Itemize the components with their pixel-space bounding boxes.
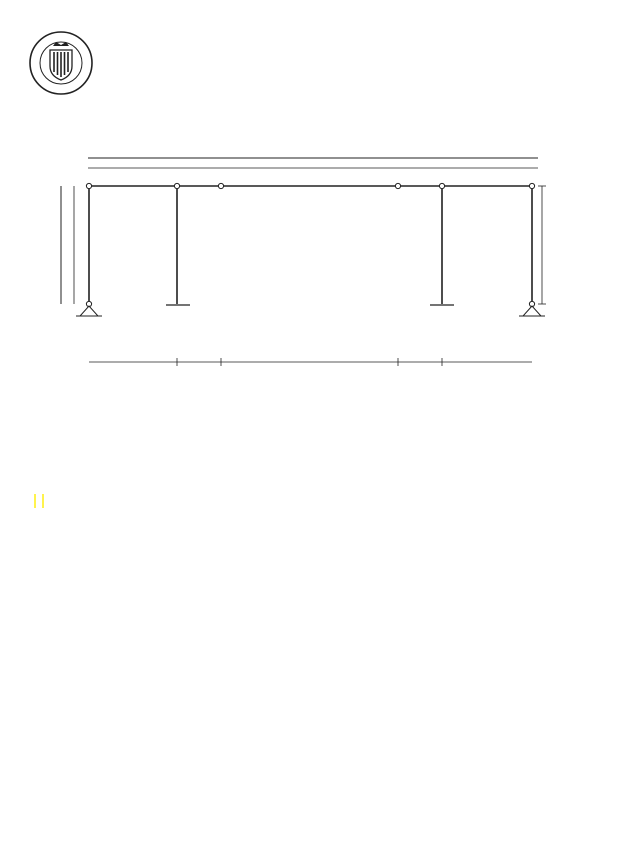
hinge-d (395, 183, 400, 188)
question-number (34, 494, 36, 508)
question-1 (34, 494, 44, 508)
hinge-e (439, 183, 444, 188)
hinge-f (529, 183, 534, 188)
question-2 (34, 536, 40, 550)
question-3 (34, 576, 40, 590)
university-seal-logo (28, 30, 94, 96)
frame-drawing (30, 128, 590, 376)
hinge-b (174, 183, 179, 188)
support-g (80, 306, 98, 316)
hinge-a (86, 183, 91, 188)
hinge-c (218, 183, 223, 188)
question-highlight (42, 494, 44, 508)
support-j (523, 306, 541, 316)
